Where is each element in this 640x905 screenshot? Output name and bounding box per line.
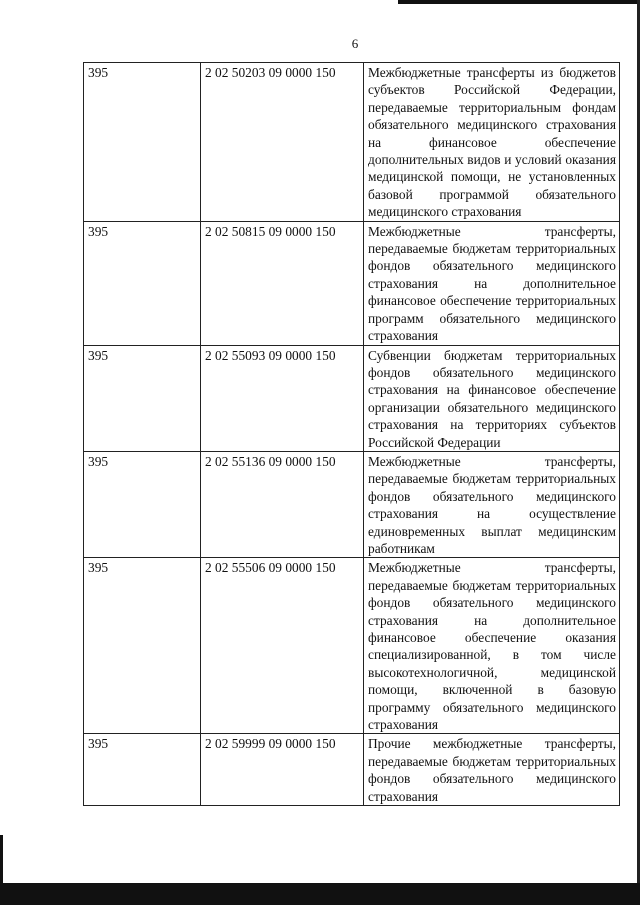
admin-code-cell: 395 [84,734,201,806]
admin-code-cell: 395 [84,558,201,734]
table-row [84,451,620,557]
budget-classification-table [83,62,620,806]
income-name-cell: Межбюджетные трансферты, передаваемые бюджетам территориальных фондов обязательного медицинского страхования на осуществление единовременных выплат медицинским работникам [364,451,620,557]
income-name-cell: Субвенции бюджетам территориальных фондов обязательного медицинского страхования на финансовое обеспечение организации обязательного медицинского страхования на территориях субъектов Российской Федерации [364,345,620,451]
budget-code-cell: 2 02 50203 09 0000 150 [201,63,364,222]
budget-code-cell: 2 02 55093 09 0000 150 [201,345,364,451]
admin-code-cell: 395 [84,345,201,451]
table-row [84,734,620,806]
table-row [84,558,620,734]
income-name-cell: Межбюджетные трансферты, передаваемые бюджетам территориальных фондов обязательного медицинского страхования на дополнительное финансовое обеспечение территориальных программ обязательного медицинского страхования [364,221,620,345]
table-row [84,221,620,345]
scan-edge-bottom [0,883,640,905]
income-name-cell: Прочие межбюджетные трансферты, передаваемые бюджетам территориальных фондов обязательного медицинского страхования [364,734,620,806]
scan-edge-top [398,0,640,4]
admin-code-cell: 395 [84,63,201,222]
budget-code-cell: 2 02 55136 09 0000 150 [201,451,364,557]
income-name-cell: Межбюджетные трансферты, передаваемые бюджетам территориальных фондов обязательного медицинского страхования на дополнительное финансовое обеспечение оказания специализированной, в том числе высокотехнологичной, медицинской помощи, включенной в базовую программу обязательного медицинского страхования [364,558,620,734]
table-row [84,345,620,451]
budget-code-cell: 2 02 55506 09 0000 150 [201,558,364,734]
admin-code-cell: 395 [84,451,201,557]
budget-code-cell: 2 02 59999 09 0000 150 [201,734,364,806]
page-number: 6 [351,36,359,51]
admin-code-cell: 395 [84,221,201,345]
table-row [84,63,620,222]
budget-code-cell: 2 02 50815 09 0000 150 [201,221,364,345]
income-name-cell: Межбюджетные трансферты из бюджетов субъектов Российской Федерации, передаваемые территориальным фондам обязательного медицинского страхования на финансовое обеспечение дополнительных видов и условий оказания медицинской помощи, не установленных базовой программой обязательного медицинского страхования [364,63,620,222]
